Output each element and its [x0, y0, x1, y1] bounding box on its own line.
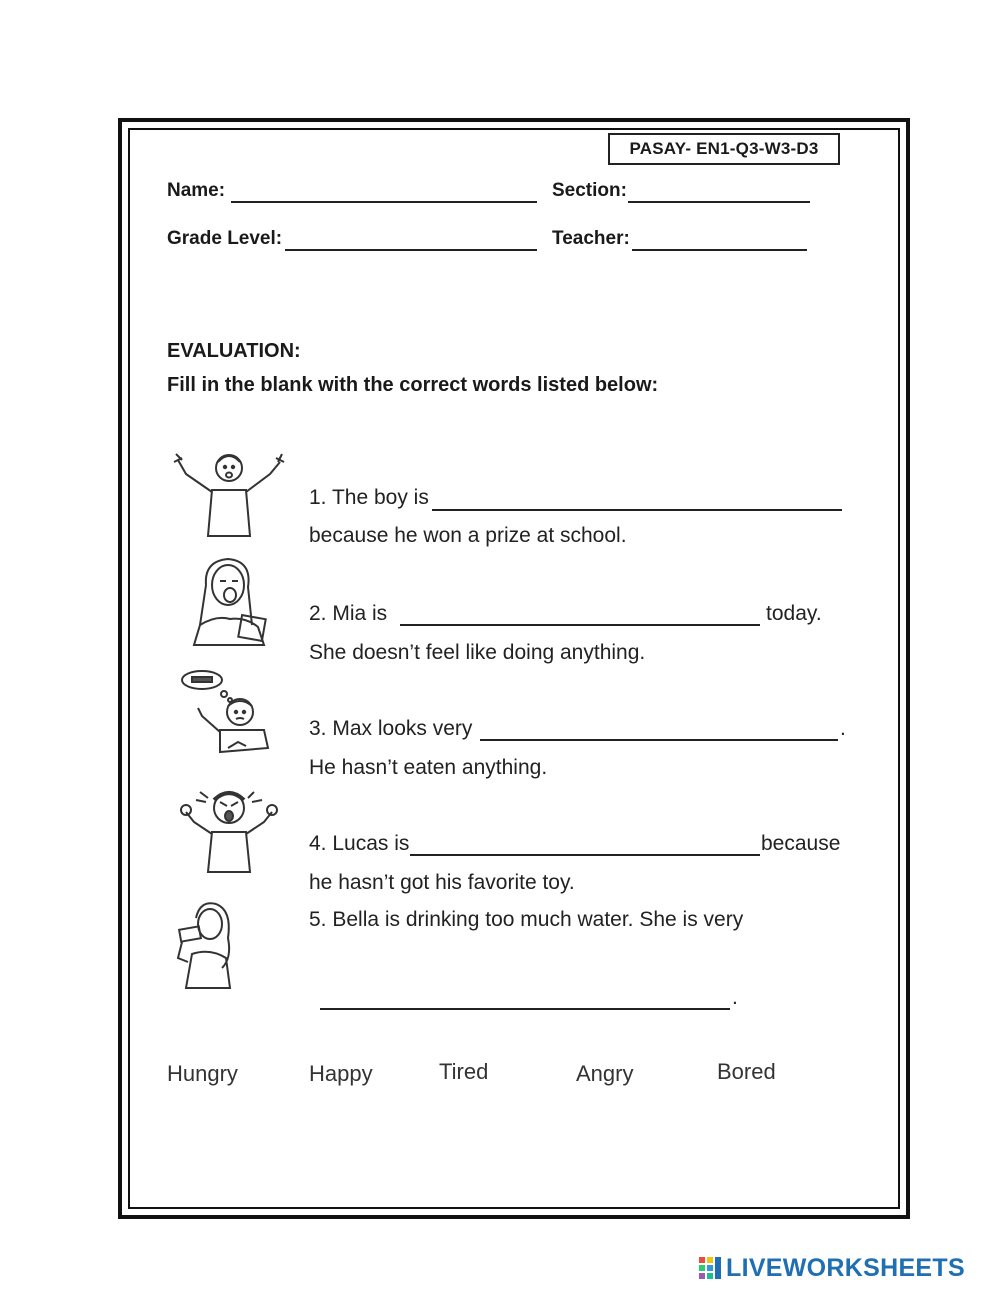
question-1-line2: because he won a prize at school.: [309, 524, 627, 547]
question-3-suffix: .: [840, 717, 846, 740]
hungry-boy-illustration: [180, 668, 275, 763]
teacher-field[interactable]: [632, 249, 807, 251]
question-2-line2: She doesn’t feel like doing anything.: [309, 641, 646, 664]
question-1-text: 1. The boy is: [309, 486, 429, 509]
question-4-text: 4. Lucas is: [309, 832, 410, 855]
liveworksheets-brand: [698, 1254, 965, 1282]
evaluation-title: EVALUATION:: [167, 340, 301, 362]
question-1-blank[interactable]: [432, 509, 842, 511]
question-5-blank[interactable]: [320, 1008, 730, 1010]
section-label: Section:: [552, 180, 627, 201]
word-bank-item[interactable]: Tired: [439, 1059, 489, 1084]
thirsty-girl-illustration: [172, 898, 242, 993]
question-5-suffix: .: [732, 986, 738, 1009]
question-3-text: 3. Max looks very: [309, 717, 473, 740]
teacher-label: Teacher:: [552, 228, 630, 249]
brand-text: LIVEWORKSHEETS: [726, 1253, 965, 1282]
instructions-text: Fill in the blank with the correct words listed below:: [167, 374, 659, 396]
question-2-text: 2. Mia is: [309, 602, 388, 625]
name-field[interactable]: [231, 201, 537, 203]
question-4-blank[interactable]: [410, 854, 760, 856]
name-label: Name:: [167, 180, 226, 201]
grade-level-field[interactable]: [285, 249, 537, 251]
question-3-line2: He hasn’t eaten anything.: [309, 756, 548, 779]
question-5-text: 5. Bella is drinking too much water. She is very: [309, 908, 744, 931]
section-field[interactable]: [628, 201, 810, 203]
word-bank-item[interactable]: Hungry: [167, 1061, 238, 1086]
grade-level-label: Grade Level:: [167, 228, 283, 249]
question-4-line2: he hasn’t got his favorite toy.: [309, 871, 575, 894]
question-2-blank[interactable]: [400, 624, 760, 626]
angry-boy-illustration: [172, 782, 287, 877]
happy-boy-illustration: [172, 448, 287, 543]
question-3-blank[interactable]: [480, 739, 838, 741]
word-bank-item[interactable]: Happy: [309, 1061, 373, 1086]
word-bank-item[interactable]: Bored: [717, 1059, 776, 1084]
worksheet-code: PASAY- EN1-Q3-W3-D3: [608, 133, 840, 165]
bored-girl-illustration: [186, 555, 276, 650]
question-2-suffix: today.: [766, 602, 822, 625]
question-4-suffix: because: [761, 832, 841, 855]
word-bank-item[interactable]: Angry: [576, 1061, 634, 1086]
liveworksheets-logo-icon: [698, 1256, 722, 1280]
